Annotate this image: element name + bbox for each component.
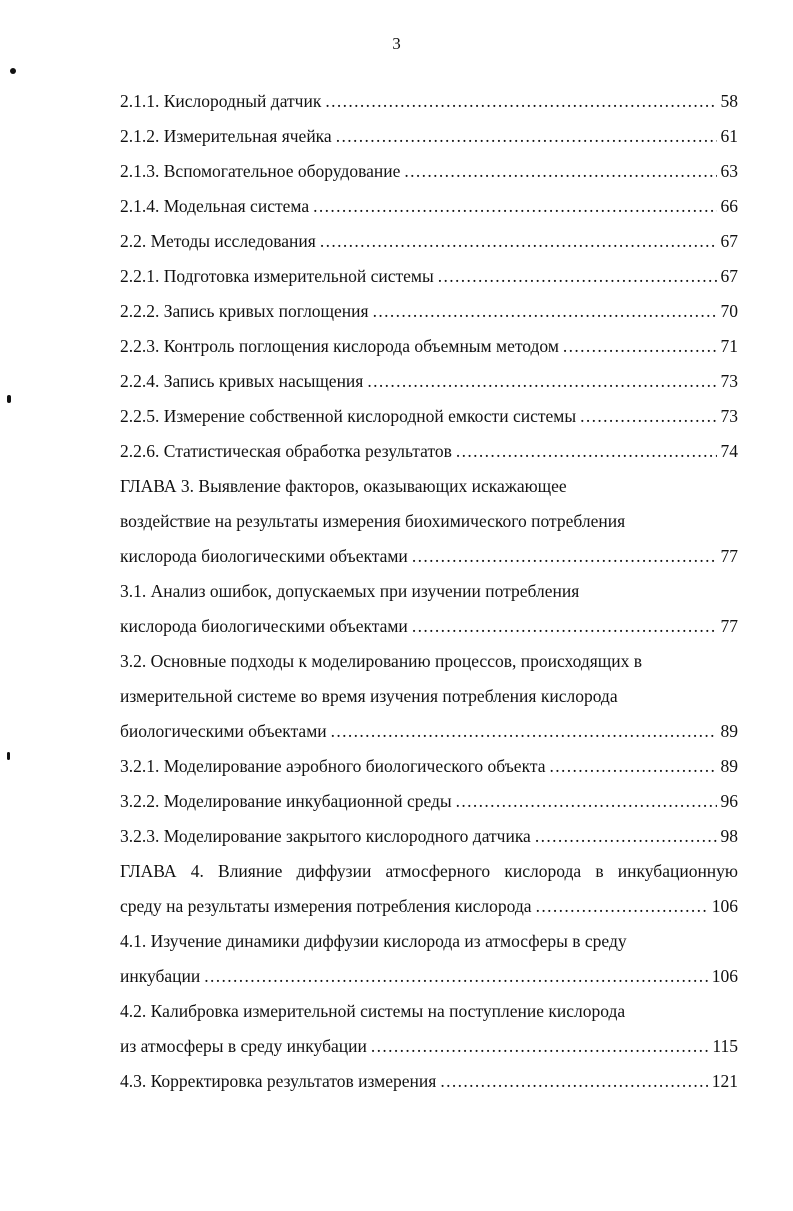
dot-leader [412,539,717,574]
toc-entry-title: инкубации [120,966,201,986]
scan-dot [10,68,16,74]
scan-dot [7,752,10,760]
toc-entry-page: 96 [720,791,738,811]
toc-entry-title: биологическими объектами [120,721,327,741]
toc-entry-title: 2.2.1. Подготовка измерительной системы [120,266,434,286]
toc-line [120,224,738,259]
toc-line: 3.1. Анализ ошибок, допускаемых при изучении потребления [120,581,580,601]
toc-entry-title: 2.2. Методы исследования [120,231,316,251]
dot-leader [313,189,716,224]
toc-entry-page: 66 [720,196,738,216]
toc-entry-page: 67 [720,231,738,251]
toc-line [120,714,738,749]
dot-leader [563,329,717,364]
toc-entry-title: 2.2.4. Запись кривых насыщения [120,371,364,391]
toc-entry-page: 70 [720,301,738,321]
toc-entry-page: 115 [712,1036,738,1056]
toc-entry-page: 106 [711,966,738,986]
dot-leader [440,1064,707,1099]
dot-leader [536,889,708,924]
toc-line [120,1029,738,1064]
dot-leader [371,1029,709,1064]
toc-line: 4.2. Калибровка измерительной системы на поступление кислорода [120,1001,626,1021]
toc-entry-title: 3.2.2. Моделирование инкубационной среды [120,791,452,811]
toc-line [120,784,738,819]
toc-entry-title: 3.2.3. Моделирование закрытого кислородного датчика [120,826,531,846]
toc-entry-title: 2.1.3. Вспомогательное оборудование [120,161,401,181]
toc-entry-title: 2.2.5. Измерение собственной кислородной емкости системы [120,406,577,426]
dot-leader [412,609,717,644]
toc-line [120,399,738,434]
page-number: 3 [392,34,401,53]
toc-line [120,1064,738,1099]
dot-leader [404,154,716,189]
toc-entry-title: 2.1.1. Кислородный датчик [120,91,322,111]
toc-line [120,259,738,294]
toc-entry-title: 2.1.4. Модельная система [120,196,310,216]
dot-leader [373,294,717,329]
toc-entry-title: 3.2.1. Моделирование аэробного биологического объекта [120,756,546,776]
dot-leader [367,364,716,399]
toc-line: воздействие на результаты измерения биохимического потребления [120,511,626,531]
toc-entry-title: 2.1.2. Измерительная ячейка [120,126,332,146]
table-of-contents [120,84,738,1099]
toc-line: 3.2. Основные подходы к моделированию процессов, происходящих в [120,651,643,671]
toc-entry-page: 63 [720,161,738,181]
dot-leader [438,259,717,294]
toc-line [120,294,738,329]
dot-leader [331,714,717,749]
dot-leader [456,784,717,819]
toc-entry-page: 77 [720,546,738,566]
dot-leader [320,224,717,259]
toc-entry-page: 73 [720,406,738,426]
dot-leader [580,399,716,434]
toc-entry-page: 89 [720,756,738,776]
toc-entry-page: 71 [720,336,738,356]
toc-entry-title: кислорода биологическими объектами [120,546,408,566]
toc-entry-page: 67 [720,266,738,286]
toc-entry-title: 2.2.3. Контроль поглощения кислорода объемным методом [120,336,559,356]
toc-line [120,889,738,924]
toc-entry-page: 77 [720,616,738,636]
dot-leader [549,749,716,784]
toc-entry-page: 121 [711,1071,738,1091]
toc-line: 4.1. Изучение динамики диффузии кислорода из атмосферы в среду [120,931,627,951]
dot-leader [325,84,716,119]
dot-leader [535,819,717,854]
toc-line [120,84,738,119]
scan-dot [7,395,11,403]
toc-entry-title: 4.3. Корректировка результатов измерения [120,1071,437,1091]
toc-line [120,329,738,364]
toc-line [120,189,738,224]
toc-entry-page: 61 [720,126,738,146]
toc-line [120,749,738,784]
toc-entry-page: 58 [720,91,738,111]
toc-line [120,364,738,399]
toc-entry-title: кислорода биологическими объектами [120,616,408,636]
toc-line [120,154,738,189]
toc-line: ГЛАВА 3. Выявление факторов, оказывающих искажающее [120,476,567,496]
toc-line: измерительной системе во время изучения потребления кислорода [120,686,618,706]
toc-line [120,434,738,469]
toc-line [120,819,738,854]
toc-line [120,609,738,644]
toc-entry-page: 89 [720,721,738,741]
toc-entry-title: 2.2.2. Запись кривых поглощения [120,301,369,321]
dot-leader [456,434,717,469]
toc-line [120,539,738,574]
toc-line: ГЛАВА 4. Влияние диффузии атмосферного кислорода в инкубационную [120,861,738,881]
toc-entry-title: из атмосферы в среду инкубации [120,1036,367,1056]
toc-entry-page: 74 [720,441,738,461]
toc-entry-page: 73 [720,371,738,391]
toc-entry-page: 98 [720,826,738,846]
toc-entry-title: среду на результаты измерения потребления кислорода [120,896,532,916]
dot-leader [336,119,717,154]
dot-leader [204,959,707,994]
toc-entry-title: 2.2.6. Статистическая обработка результатов [120,441,452,461]
toc-line [120,959,738,994]
toc-entry-page: 106 [711,896,738,916]
toc-line [120,119,738,154]
